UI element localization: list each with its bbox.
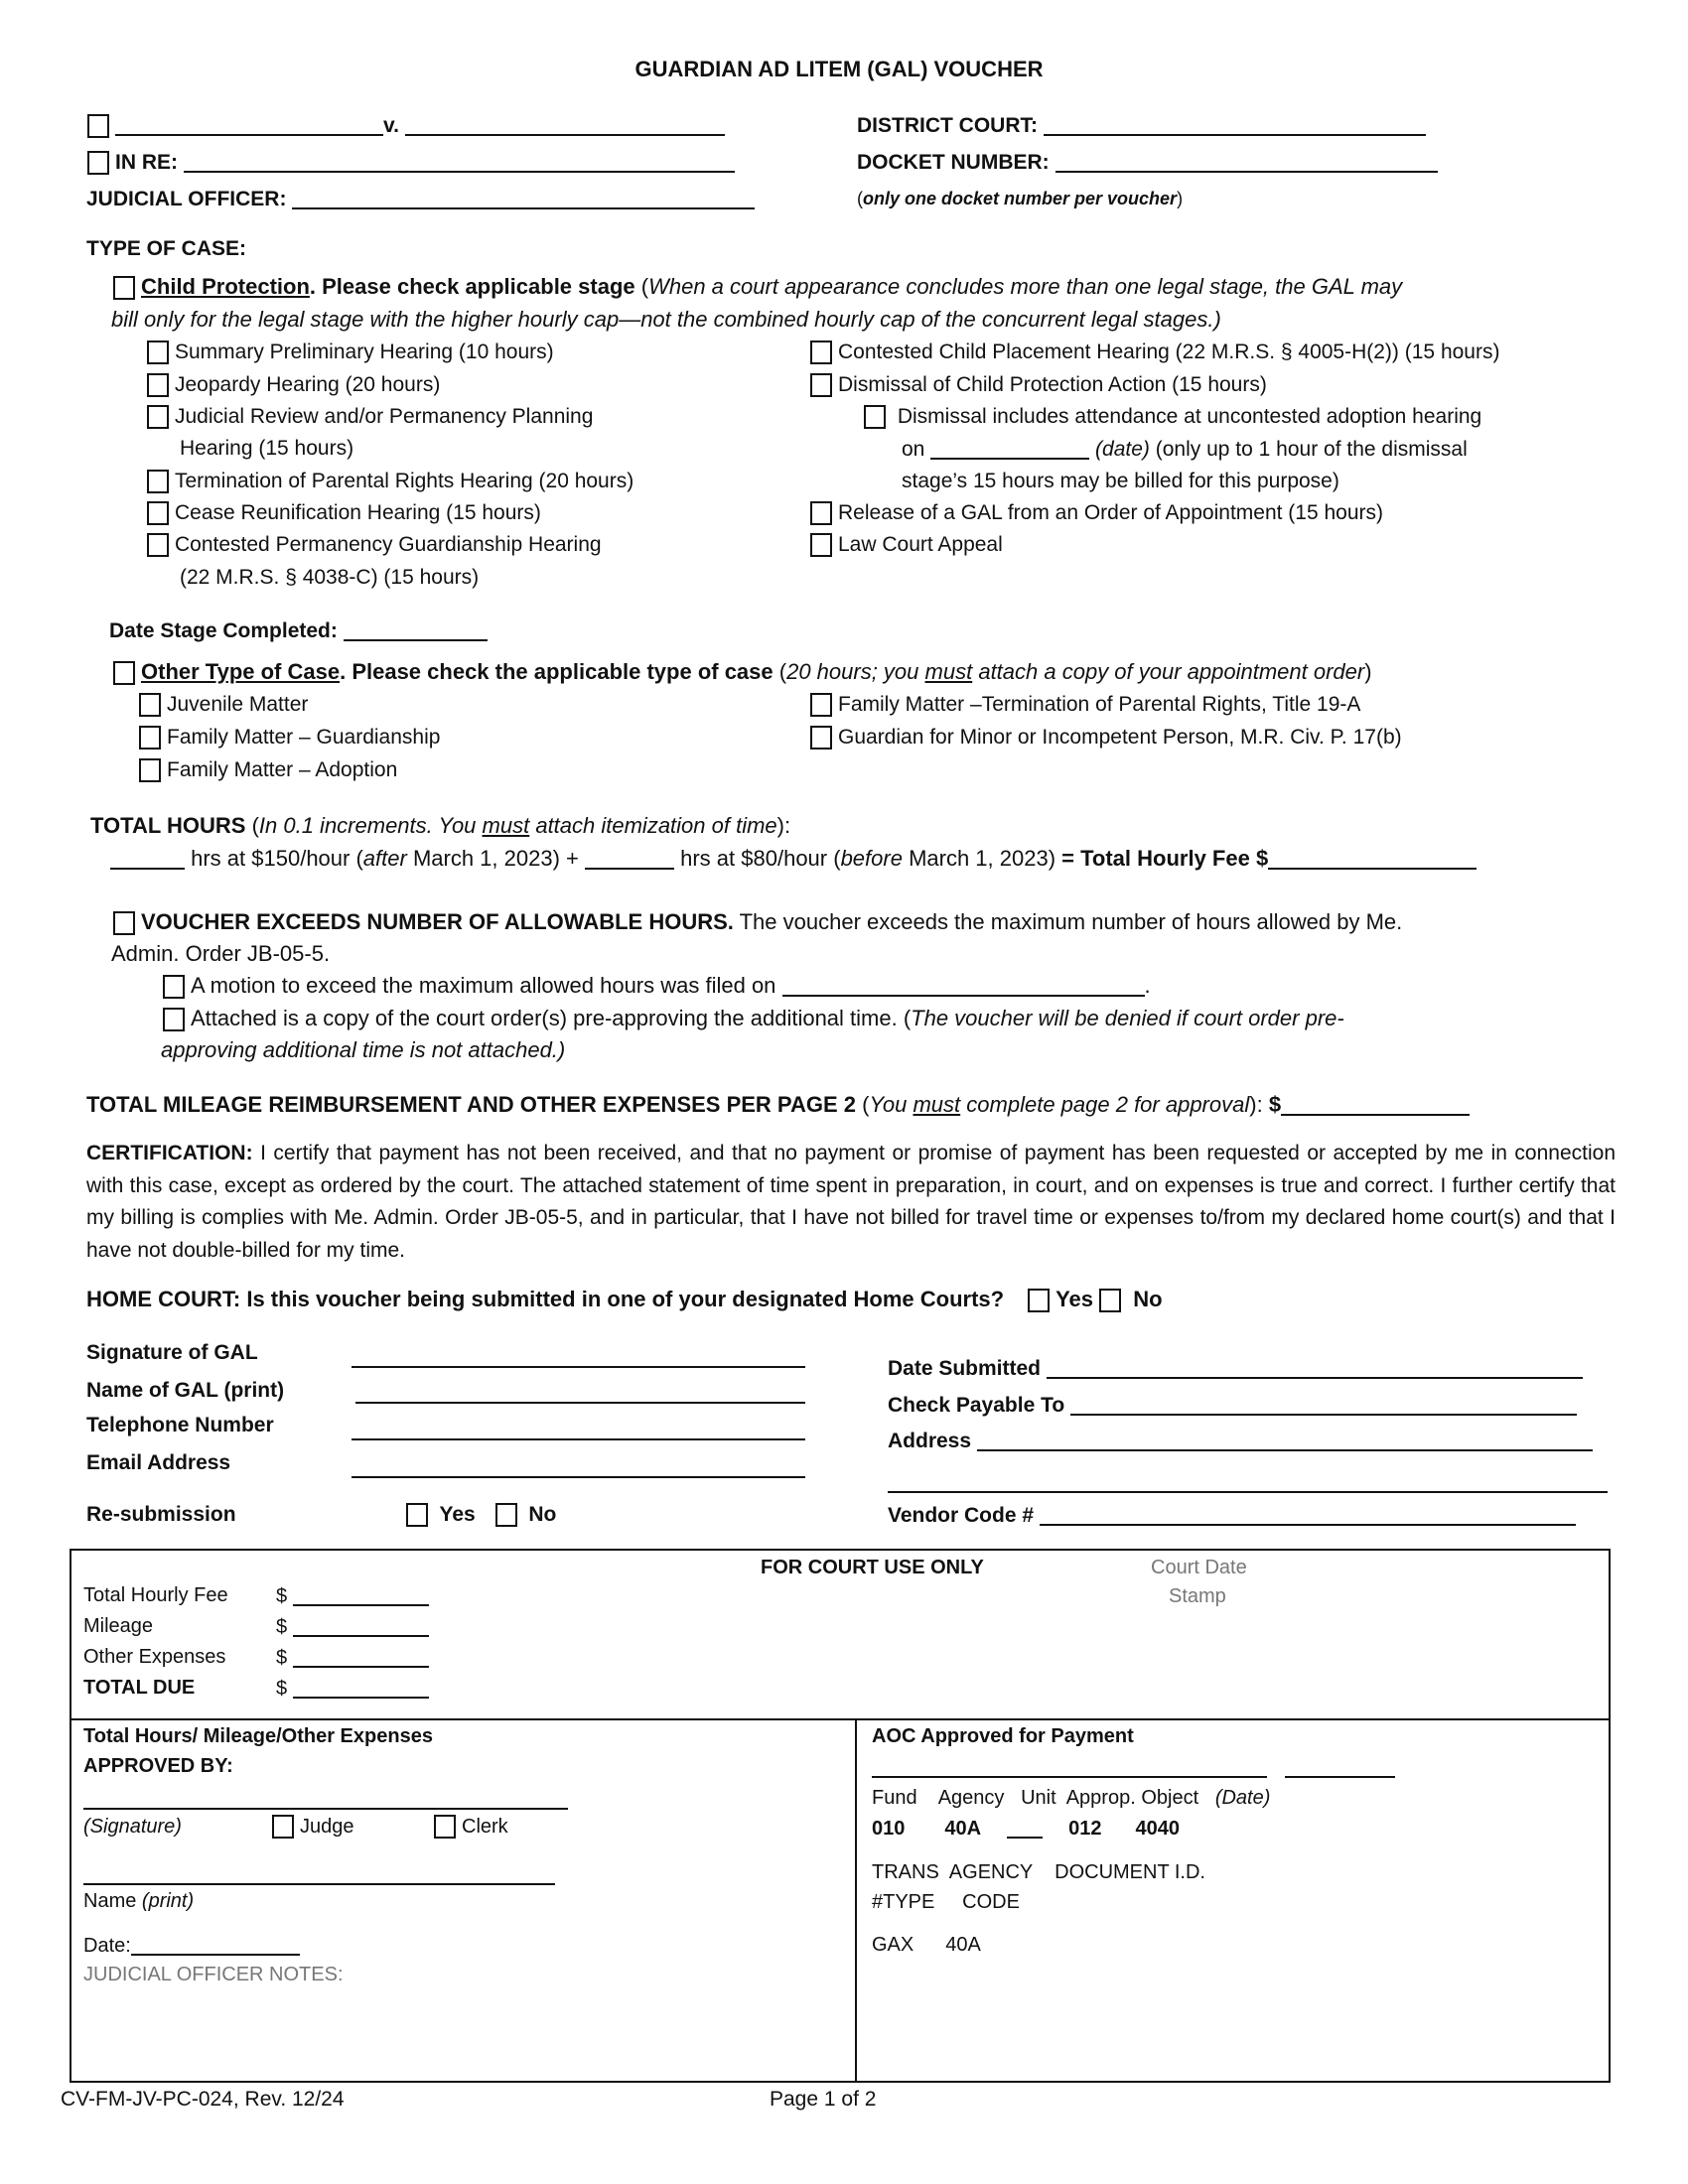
yes-label: Yes <box>1055 1287 1094 1311</box>
note: 20 hours; you <box>786 659 925 684</box>
total-hourly-fee-label: Total Hourly Fee <box>83 1584 228 1606</box>
docket-note-text: only one docket number per voucher <box>863 189 1178 208</box>
court-use-heading: FOR COURT USE ONLY <box>761 1557 984 1578</box>
judge-option <box>272 1814 354 1840</box>
label: Jeopardy Hearing (20 hours) <box>175 373 441 396</box>
approval-name-field[interactable] <box>83 1883 555 1885</box>
docket-label: DOCKET NUMBER: <box>857 151 1050 174</box>
before: before <box>840 846 903 871</box>
label: Name <box>83 1890 142 1912</box>
other-type-row: Other Type of Case. Please check the applicable type of case (20 hours; you must attach a copy of your appointment order) <box>113 659 1372 685</box>
checkbox[interactable] <box>147 405 169 429</box>
stage-summary-preliminary <box>147 340 554 365</box>
in-re-checkbox[interactable] <box>87 151 109 175</box>
district-court-row <box>857 112 1426 139</box>
approval-date-row <box>83 1932 300 1959</box>
exceeds-row <box>113 909 1402 935</box>
signature-field[interactable] <box>352 1366 805 1368</box>
label: Law Court Appeal <box>838 533 1003 556</box>
note: attach itemization of time <box>529 813 777 838</box>
date-stage-field[interactable] <box>344 617 488 641</box>
checkbox[interactable] <box>147 470 169 493</box>
home-court-yes-checkbox[interactable] <box>1028 1289 1050 1312</box>
label: Attached is a copy of the court order(s) pre-approving the additional time. ( <box>191 1006 912 1030</box>
email-label: Email Address <box>86 1451 231 1474</box>
stage-release-gal <box>810 500 1383 526</box>
judicial-officer-label: JUDICIAL OFFICER: <box>86 188 287 210</box>
email-field[interactable] <box>352 1476 805 1478</box>
child-protection-row <box>113 274 1402 300</box>
gax-code: 40A <box>945 1934 981 1956</box>
exceeds-checkbox[interactable] <box>113 911 135 935</box>
on-label: on <box>902 438 925 461</box>
label: Family Matter – Guardianship <box>167 726 441 749</box>
judicial-officer-row <box>86 186 755 212</box>
date: March 1, 2023) + <box>406 846 579 871</box>
dollar: $ <box>276 1647 288 1669</box>
clerk-checkbox[interactable] <box>434 1815 456 1839</box>
party2-field[interactable] <box>405 112 725 136</box>
divider <box>855 1718 857 2083</box>
signature-caption: (Signature) <box>83 1816 182 1838</box>
attached-checkbox[interactable] <box>163 1008 185 1031</box>
object-value: 4040 <box>1135 1818 1180 1840</box>
note: attach a copy of your appointment order <box>972 659 1365 684</box>
label: Contested Child Placement Hearing (22 M.R.S. § 4005-H(2)) (15 hours) <box>838 341 1500 363</box>
approp-value: 012 <box>1068 1818 1102 1840</box>
motion-date-field[interactable] <box>782 973 1145 997</box>
label: Date: <box>83 1935 131 1957</box>
note: (only up to 1 hour of the dismissal <box>1155 438 1468 461</box>
mileage-row <box>276 1613 429 1640</box>
label: VOUCHER EXCEEDS NUMBER OF ALLOWABLE HOURS. <box>141 909 734 934</box>
no-label: No <box>528 1503 557 1526</box>
label: Dismissal includes attendance at uncontested adoption hearing <box>897 405 1482 428</box>
must: must <box>482 813 530 838</box>
stage-law-court-appeal <box>810 532 1003 558</box>
total-hourly-fee-field[interactable] <box>1268 846 1477 870</box>
other-type-instruction: . Please check the applicable type of case <box>340 659 774 684</box>
dismissal-note-cont: stage’s 15 hours may be billed for this purpose) <box>902 470 1339 492</box>
child-protection-note-2 <box>111 307 1221 333</box>
signature-label: Signature of GAL <box>86 1341 258 1364</box>
mileage-row: TOTAL MILEAGE REIMBURSEMENT AND OTHER EXPENSES PER PAGE 2 (You must complete page 2 for approval): $ <box>86 1092 1470 1118</box>
dismissal-date-field[interactable] <box>930 436 1089 460</box>
label: Juvenile Matter <box>167 693 309 716</box>
approval-signature-field[interactable] <box>83 1808 568 1810</box>
judicial-officer-field[interactable] <box>292 186 755 209</box>
resubmission-yes-checkbox[interactable] <box>406 1503 428 1527</box>
stage-contested-permanency-cont: (22 M.R.S. § 4038-C) (15 hours) <box>180 566 480 589</box>
date-stage-row <box>109 617 488 644</box>
dollar: $ <box>276 1678 288 1700</box>
motion-row: A motion to exceed the maximum allowed hours was filed on . <box>163 973 1151 999</box>
label: Termination of Parental Rights Hearing (20 hours) <box>175 470 634 492</box>
must: must <box>924 659 973 684</box>
dollar: $ <box>276 1616 288 1638</box>
checkbox[interactable] <box>810 341 832 364</box>
label: TOTAL HOURS <box>90 813 246 838</box>
stage-dismissal <box>810 372 1267 398</box>
after: after <box>362 846 407 871</box>
party1-field[interactable] <box>115 112 383 136</box>
hours-80-field[interactable] <box>585 846 674 870</box>
child-protection-instruction: . Please check applicable stage <box>309 274 635 299</box>
label: Judicial Review and/or Permanency Planning <box>175 405 594 428</box>
stage-contested-placement <box>810 340 1499 365</box>
fund-label: Fund <box>872 1787 917 1809</box>
address-field-2[interactable] <box>888 1491 1608 1493</box>
stage-jeopardy <box>147 372 440 398</box>
checkbox[interactable] <box>147 373 169 397</box>
checkbox[interactable] <box>139 758 161 782</box>
hours-150-field[interactable] <box>110 846 185 870</box>
aoc-signature-field[interactable] <box>872 1776 1267 1778</box>
checkbox[interactable] <box>810 533 832 557</box>
other-guardian-minor <box>810 725 1402 751</box>
label: Date Submitted <box>888 1357 1042 1380</box>
other-row <box>276 1644 429 1671</box>
other-adoption <box>139 757 397 783</box>
paren: ) <box>1213 307 1221 332</box>
approp-label: Approp. <box>1065 1787 1136 1809</box>
label: Guardian for Minor or Incompetent Person, M.R. Civ. P. 17(b) <box>838 726 1402 749</box>
question: Is this voucher being submitted in one of your designated Home Courts? <box>240 1287 1005 1311</box>
checkbox[interactable] <box>810 693 832 717</box>
date-submitted-row <box>888 1355 1583 1382</box>
yes-label: Yes <box>439 1503 476 1526</box>
rate: hrs at $150/hour ( <box>191 846 363 871</box>
total-row <box>276 1675 429 1702</box>
date-label: (Date) <box>1214 1787 1271 1809</box>
other-type-checkbox[interactable] <box>113 661 135 685</box>
aoc-heading: AOC Approved for Payment <box>872 1725 1134 1747</box>
stamp-label-2: Stamp <box>1169 1585 1226 1607</box>
other-tpr-19a <box>810 692 1360 718</box>
attached-row <box>163 1006 1344 1031</box>
court-fee-field[interactable] <box>293 1582 429 1606</box>
checkbox[interactable] <box>810 501 832 525</box>
label: HOME COURT: <box>86 1287 241 1311</box>
date-label: (date) <box>1095 438 1150 461</box>
caption-checkbox[interactable] <box>87 114 109 138</box>
v-label: v. <box>383 114 399 137</box>
mileage-label: Mileage <box>83 1615 154 1637</box>
stage-dismissal-adoption <box>864 404 1481 430</box>
label: Judge <box>300 1816 354 1838</box>
checkbox[interactable] <box>147 341 169 364</box>
label: A motion to exceed the maximum allowed hours was filed on <box>191 973 776 998</box>
home-court-row <box>86 1287 1163 1312</box>
text: The voucher exceeds the maximum number of hours allowed by Me. <box>733 909 1403 934</box>
judicial-notes-label: JUDICIAL OFFICER NOTES: <box>83 1964 344 1985</box>
checkbox[interactable] <box>147 533 169 557</box>
vendor-code-row <box>888 1502 1576 1529</box>
total-hours-heading: TOTAL HOURS (In 0.1 increments. You must attach itemization of time): <box>90 813 791 838</box>
checkbox[interactable] <box>810 726 832 750</box>
total-hours-row <box>110 846 1477 872</box>
label: Check Payable To <box>888 1394 1065 1417</box>
docket-row <box>857 149 1438 176</box>
stage-tpr <box>147 469 633 494</box>
note: You <box>869 1092 914 1117</box>
resubmission-label: Re-submission <box>86 1503 236 1526</box>
note: The voucher will be denied if court order pre- <box>911 1006 1344 1030</box>
name-label: Name of GAL (print) <box>86 1379 285 1402</box>
checkbox[interactable] <box>139 726 161 750</box>
stage-judicial-review-cont: Hearing (15 hours) <box>180 437 354 460</box>
telephone-label: Telephone Number <box>86 1414 274 1436</box>
agency-label: Agency <box>937 1787 1005 1809</box>
unit-label: Unit <box>1021 1787 1056 1809</box>
stage-contested-permanency <box>147 532 602 558</box>
approval-line-2: APPROVED BY: <box>83 1755 233 1777</box>
object-label: Object <box>1141 1787 1199 1809</box>
in-re-label: IN RE: <box>115 151 178 174</box>
fund-value: 010 <box>872 1818 906 1840</box>
address-row <box>888 1428 1593 1454</box>
label: Address <box>888 1430 972 1452</box>
child-protection-note: When a court appearance concludes more than one legal stage, the GAL may <box>648 274 1403 299</box>
label: Cease Reunification Hearing (15 hours) <box>175 501 541 524</box>
telephone-field[interactable] <box>352 1438 805 1440</box>
checkbox[interactable] <box>864 405 886 429</box>
district-court-field[interactable] <box>1044 112 1426 136</box>
checkbox[interactable] <box>147 501 169 525</box>
checkbox[interactable] <box>139 693 161 717</box>
other-expenses-label: Other Expenses <box>83 1646 226 1668</box>
docket-field[interactable] <box>1055 149 1438 173</box>
resubmission-options <box>406 1502 556 1528</box>
clerk-option <box>434 1814 508 1840</box>
child-protection-checkbox[interactable] <box>113 276 135 300</box>
total-label: = Total Hourly Fee $ <box>1061 846 1269 871</box>
agency-value: 40A <box>944 1818 982 1840</box>
exceeds-cont: Admin. Order JB-05-5. <box>111 941 331 966</box>
other-guardianship <box>139 725 440 751</box>
in-re-field[interactable] <box>184 149 735 173</box>
court-other-field[interactable] <box>293 1644 429 1668</box>
unit-field[interactable] <box>1007 1819 1043 1839</box>
dollar: $ <box>276 1585 288 1607</box>
resubmission-no-checkbox[interactable] <box>495 1503 517 1527</box>
court-mileage-field[interactable] <box>293 1613 429 1637</box>
home-court-no-checkbox[interactable] <box>1099 1289 1121 1312</box>
date-stage-label: Date Stage Completed: <box>109 619 338 642</box>
stamp-label-1: Court Date <box>1151 1557 1247 1578</box>
page-title: GUARDIAN AD LITEM (GAL) VOUCHER <box>634 57 1044 81</box>
must: must <box>913 1092 961 1117</box>
label: Release of a GAL from an Order of Appointment (15 hours) <box>838 501 1384 524</box>
date: March 1, 2023) <box>902 846 1056 871</box>
gax: GAX <box>872 1934 914 1956</box>
approval-date-field[interactable] <box>131 1932 300 1956</box>
name-caption <box>83 1888 194 1914</box>
label: Family Matter –Termination of Parental Rights, Title 19-A <box>838 693 1361 716</box>
attached-cont: approving additional time is not attached.) <box>161 1037 566 1062</box>
print: (print) <box>141 1890 195 1912</box>
no-label: No <box>1133 1287 1163 1311</box>
approval-line-1: Total Hours/ Mileage/Other Expenses <box>83 1725 433 1747</box>
docket-note: (only one docket number per voucher) <box>857 189 1184 208</box>
other-juvenile <box>139 692 308 718</box>
address-field[interactable] <box>977 1428 1593 1451</box>
district-court-label: DISTRICT COURT: <box>857 114 1038 137</box>
rate: hrs at $80/hour ( <box>680 846 841 871</box>
gax-row <box>872 1932 981 1958</box>
check-payable-row <box>888 1392 1577 1419</box>
label: Family Matter – Adoption <box>167 758 398 781</box>
aoc-date-field[interactable] <box>1285 1776 1395 1778</box>
stage-judicial-review <box>147 404 593 430</box>
aoc-values <box>872 1816 1180 1842</box>
motion-checkbox[interactable] <box>163 975 185 999</box>
vendor-code-field[interactable] <box>1040 1502 1576 1526</box>
court-total-field[interactable] <box>293 1675 429 1699</box>
trans-row: TRANS AGENCY DOCUMENT I.D. <box>872 1861 1205 1883</box>
type-row: #TYPE CODE <box>872 1891 1020 1913</box>
check-payable-field[interactable] <box>1070 1392 1577 1416</box>
label: Vendor Code # <box>888 1504 1035 1527</box>
dollar: $ <box>1268 1092 1282 1117</box>
name-field[interactable] <box>355 1402 805 1404</box>
label: Dismissal of Child Protection Action (15 hours) <box>838 373 1267 396</box>
label: Summary Preliminary Hearing (10 hours) <box>175 341 554 363</box>
note: complete page 2 for approval <box>960 1092 1250 1117</box>
checkbox[interactable] <box>810 373 832 397</box>
note: In 0.1 increments. You <box>258 813 483 838</box>
mileage-total-field[interactable] <box>1281 1092 1470 1116</box>
stage-cease-reunification <box>147 500 541 526</box>
certification <box>86 1138 1616 1267</box>
total-due-label: TOTAL DUE <box>83 1677 196 1699</box>
type-of-case-heading: TYPE OF CASE: <box>86 237 247 260</box>
label: CERTIFICATION: <box>86 1142 253 1164</box>
case-caption-row <box>87 112 725 139</box>
aoc-columns <box>872 1785 1270 1811</box>
other-type-label: Other Type of Case <box>141 659 341 684</box>
note-text: bill only for the legal stage with the higher hourly cap—not the combined hourly cap of the concurrent legal stages. <box>111 307 1214 332</box>
in-re-row <box>87 149 735 176</box>
fee-row <box>276 1582 429 1609</box>
divider <box>70 1718 1611 1720</box>
judge-checkbox[interactable] <box>272 1815 294 1839</box>
label: Clerk <box>462 1816 508 1838</box>
text: I certify that payment has not been received, and that no payment or promise of payment has been requested or accepted by me in connection with this case, except as ordered by the court. The attached statement of time spent in preparation, in court, and on expenses is true and correct. I further certify that my billing is complies with Me. Admin. Order JB-05-5, and in particular, that I have not billed for travel time or expenses to/from my declared home court(s) and that I have not double-billed for my time. <box>86 1142 1616 1262</box>
dismissal-date-row <box>902 436 1468 463</box>
date-submitted-field[interactable] <box>1047 1355 1583 1379</box>
label: Contested Permanency Guardianship Hearing <box>175 533 602 556</box>
child-protection-label: Child Protection <box>141 274 310 299</box>
form-number: CV-FM-JV-PC-024, Rev. 12/24 <box>61 2088 345 2111</box>
paren: ( <box>634 274 649 299</box>
page-number: Page 1 of 2 <box>770 2088 877 2111</box>
label: TOTAL MILEAGE REIMBURSEMENT AND OTHER EXPENSES PER PAGE 2 <box>86 1092 856 1117</box>
